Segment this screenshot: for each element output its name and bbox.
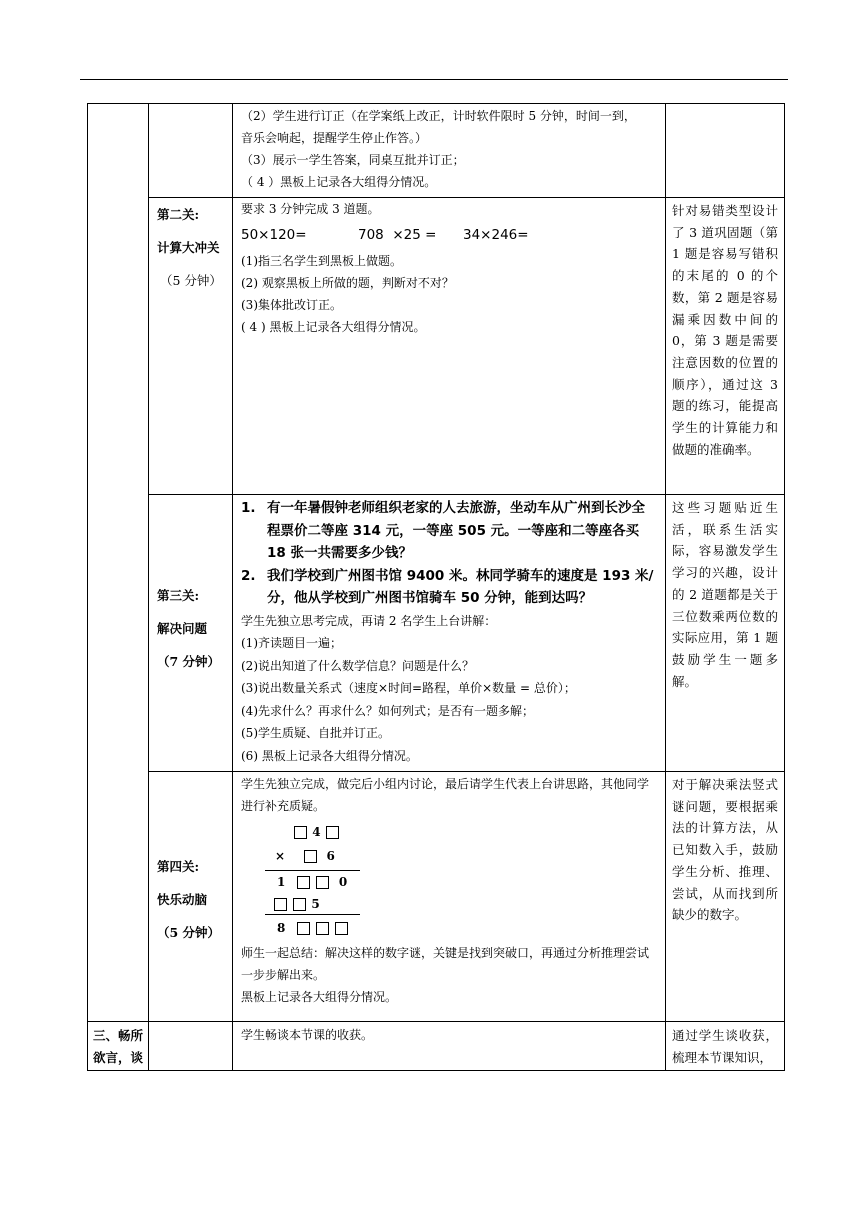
summary-text: 师生一起总结：解决这样的数字谜，关键是找到突破口，再通过分析推理尝试一步步解出来。 <box>241 946 650 982</box>
blank-box <box>294 826 307 839</box>
stage-cell <box>149 104 233 198</box>
table-row <box>88 1022 785 1071</box>
blank-box <box>297 876 310 889</box>
list-item: (1)齐读题目一遍； <box>241 636 342 650</box>
stage-cell <box>149 1022 233 1071</box>
blank-box <box>293 898 306 911</box>
note-cell <box>666 772 785 1022</box>
blank-box <box>297 922 310 935</box>
note-cell <box>666 104 785 198</box>
content-text: 学生畅谈本节课的收获。 <box>241 1028 374 1042</box>
table-row <box>88 104 785 198</box>
content-cell <box>233 495 666 772</box>
task-intro: 学生先独立完成，做完后小组内讨论，最后请学生代表上台讲思路，其他同学进行补充质疑。 <box>241 777 650 813</box>
note-cell <box>666 495 785 772</box>
design-note: 针对易错类型设计了 3 道巩固题（第 1 题是容易写错积的末尾的 0 的个数，第 2 题是容易漏乘因数中间的 0，第 3 题是需要注意因数的位置的顺序），通过这 3 题的练习，能提高学生的计算能力和做题的准确率。 <box>672 203 778 457</box>
content-cell <box>233 772 666 1022</box>
table-row <box>88 495 785 772</box>
blank-box <box>274 898 287 911</box>
stage-time: （5 分钟） <box>157 925 221 940</box>
task-intro: 学生先独立思考完成，再请 2 名学生上台讲解： <box>241 613 497 628</box>
stage-title: 第四关: <box>157 859 200 874</box>
multiplication-puzzle <box>241 820 657 916</box>
content-cell <box>233 104 666 198</box>
stage-cell <box>149 495 233 772</box>
list-item: (3)说出数量关系式（速度×时间=路程，单价×数量 = 总价）； <box>241 681 576 695</box>
list-item: ( 4 ) 黑板上记录各大组得分情况。 <box>241 320 426 334</box>
puzzle-multiplicand: 4 <box>293 820 340 844</box>
note-cell <box>666 1022 785 1071</box>
list-item: (2)说出知道了什么数学信息？问题是什么？ <box>241 658 474 673</box>
stage-time: （5 分钟） <box>160 273 222 288</box>
content-cell <box>233 198 666 495</box>
list-item: (6) 黑板上记录各大组得分情况。 <box>241 748 418 763</box>
problem-text: 我们学校到广州图书馆 9400 米。林同学骑车的速度是 193 米/分，他从学校到广州图书馆骑车 50 分钟，能到达吗？ <box>267 567 654 606</box>
record-text: 黑板上记录各大组得分情况。 <box>241 990 398 1004</box>
list-item: （2）学生进行订正（在学案纸上改正，计时软件限时 5 分钟，时间一到， <box>241 109 636 123</box>
blank-box <box>326 826 339 839</box>
list-item: (1)指三名学生到黑板上做题。 <box>241 254 402 268</box>
list-item: (5)学生质疑、自批并订正。 <box>241 726 390 740</box>
puzzle-rule <box>265 914 360 915</box>
puzzle-multiplier: × 6 <box>275 849 335 863</box>
puzzle-partial-2: 5 <box>273 892 320 916</box>
stage-name: 计算大冲关 <box>157 240 220 255</box>
stage-name: 快乐动脑 <box>157 892 208 907</box>
problem-text: 有一年暑假钟老师组织老家的人去旅游，坐动车从广州到长沙全程票价二等座 314 元，一等座 505 元。一等座和二等座各买 18 张一共需要多少钱？ <box>267 500 645 561</box>
design-note: 这些习题贴近生活，联系生活实际，容易激发学生学习的兴趣，设计的 2 道题都是关于三位数乘两位数的实际应用，第 1 题鼓励学生一题多解。 <box>672 500 778 689</box>
list-item: (3)集体批改订正。 <box>241 298 342 312</box>
formula-3: 34×246= <box>463 227 529 243</box>
puzzle-partial-1: 1 0 <box>277 875 348 889</box>
blank-box <box>335 922 348 935</box>
blank-box <box>304 850 317 863</box>
stage-name: 解决问题 <box>157 621 208 636</box>
stage-time: （7 分钟） <box>157 654 221 669</box>
list-item: （ 4 ）黑板上记录各大组得分情况。 <box>241 175 437 189</box>
puzzle-result-block <box>241 914 657 940</box>
content-cell <box>233 1022 666 1071</box>
formula-line <box>241 220 657 250</box>
list-item: (2) 观察黑板上所做的题，判断对不对？ <box>241 276 454 290</box>
design-note: 通过学生谈收获，梳理本节课知识， <box>672 1028 778 1065</box>
header-rule <box>80 79 788 80</box>
stage-title: 第三关: <box>157 588 200 603</box>
stage-title: 第二关: <box>157 207 200 222</box>
design-note: 对于解决乘法竖式谜问题，要根据乘法的计算方法，从已知数入手，鼓励学生分析、推理、尝试，从而找到所缺少的数字。 <box>672 777 778 923</box>
formula-2: 708 ×25 = <box>358 227 437 243</box>
stage-cell <box>149 198 233 495</box>
stage-cell <box>149 772 233 1022</box>
section-cell <box>88 104 149 1022</box>
note-cell <box>666 198 785 495</box>
blank-box <box>316 922 329 935</box>
table-row <box>88 198 785 495</box>
lesson-plan-table <box>87 103 785 1071</box>
section-title: 三、畅所欲言，谈 <box>92 1028 143 1065</box>
section-cell <box>88 1022 149 1071</box>
task-intro: 要求 3 分钟完成 3 道题。 <box>241 202 380 216</box>
list-item: (4)先求什么？再求什么？如何列式；是否有一题多解； <box>241 703 535 718</box>
puzzle-result: 8 <box>277 916 349 940</box>
list-item: 音乐会响起，提醒学生停止作答。） <box>241 131 428 145</box>
list-item: （3）展示一学生答案，同桌互批并订正； <box>241 153 465 167</box>
problem-item: 1. 有一年暑假钟老师组织老家的人去旅游，坐动车从广州到长沙全程票价二等座 314 元，一等座 505 元。一等座和二等座各买 18 张一共需要多少钱？ <box>241 497 657 565</box>
table-row <box>88 772 785 1022</box>
formula-1: 50×120= <box>241 227 307 243</box>
problem-item: 2. 我们学校到广州图书馆 9400 米。林同学骑车的速度是 193 米/分，他从学校到广州图书馆骑车 50 分钟，能到达吗？ <box>241 565 657 610</box>
blank-box <box>316 876 329 889</box>
